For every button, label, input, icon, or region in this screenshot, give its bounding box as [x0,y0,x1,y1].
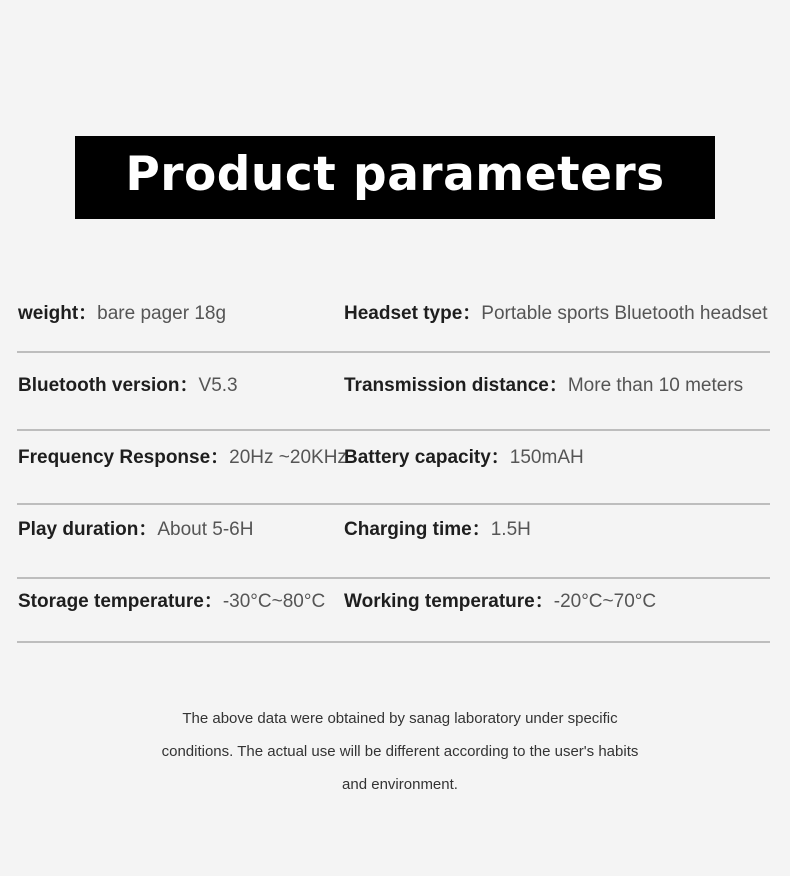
param-value: 150mAH [509,447,584,468]
param-working-temperature [344,590,656,614]
param-value: V5.3 [198,375,238,396]
divider [17,351,770,353]
page-title: Product parameters [125,147,665,202]
param-headset-type [344,302,768,326]
param-label: Working temperature： [344,591,554,612]
param-value: -20°C~70°C [553,591,657,612]
divider [17,641,770,643]
param-value: 1.5H [490,519,531,540]
param-bluetooth-version [18,374,238,398]
param-frequency-response [18,446,347,470]
param-label: weight： [18,303,98,324]
param-label: Bluetooth version： [18,375,199,396]
param-value: 20Hz ~20KHz [229,447,347,468]
param-charging-time [344,518,531,542]
param-storage-temperature [18,590,325,614]
param-value: More than 10 meters [567,375,744,396]
param-play-duration [18,518,253,542]
param-label: Headset type： [344,303,482,324]
param-battery-capacity [344,446,584,470]
divider [17,503,770,505]
title-banner [75,136,715,219]
divider [17,429,770,431]
param-label: Transmission distance： [344,375,568,396]
param-value: -30°C~80°C [222,591,326,612]
param-weight [18,302,226,326]
disclaimer-note: The above data were obtained by sanag laboratory under specific conditions. The actual use will be different according to the user's habits and environment. [161,710,639,793]
param-transmission-distance [344,374,743,398]
param-label: Play duration： [18,519,158,540]
param-value: About 5-6H [157,519,254,540]
divider [17,577,770,579]
param-value: bare pager 18g [97,303,227,324]
param-label: Storage temperature： [18,591,223,612]
param-value: Portable sports Bluetooth headset [481,303,768,324]
param-label: Battery capacity： [344,447,510,468]
param-label: Charging time： [344,519,491,540]
param-label: Frequency Response： [18,447,230,468]
